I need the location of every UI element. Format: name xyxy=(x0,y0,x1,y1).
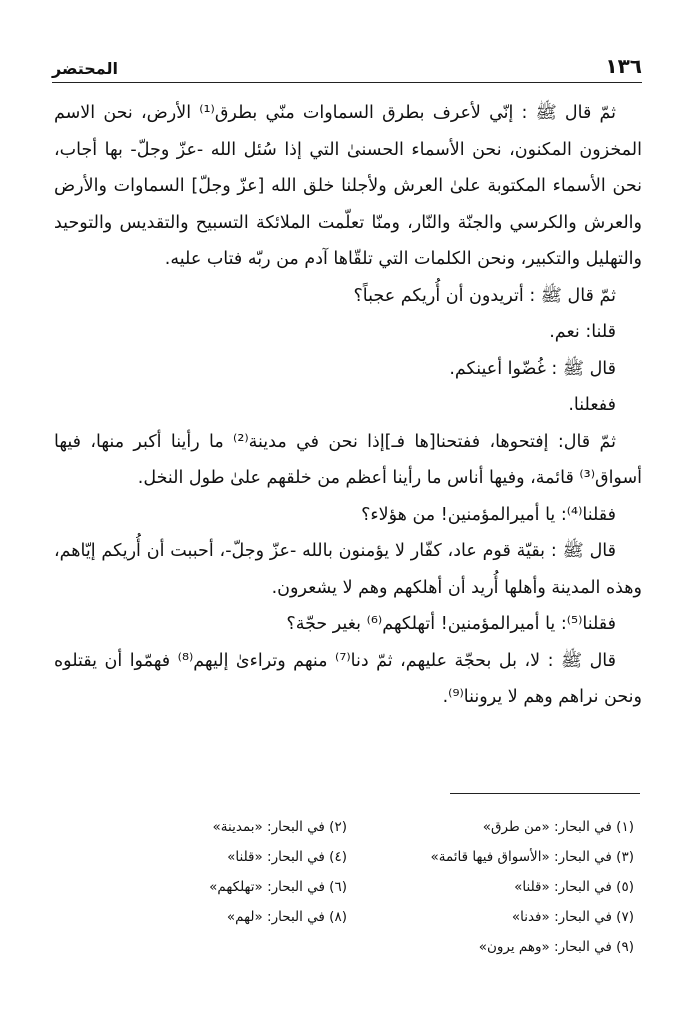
footnote: (٦) في البحار: «تهلكهم» xyxy=(209,879,347,895)
footnote: (٩) في البحار: «وهم يرون» xyxy=(478,939,634,955)
paragraph: ثمّ قال ﷺ : إنّي لأعرف بطرق السماوات منّي بطرق⁽¹⁾ الأرض، نحن الاسم المخزون المكنون، نحن الأسماء الحسنىٰ التي إذا سُئل الله -عزّ وجلّ- بها أجاب، نحن الأسماء المكتوبة علىٰ العرش ولأجلنا خلق الله [عزّ وجلّ] السماوات والأرض والعرش والكرسي والجنّة والنّار، ومنّا تعلّمت الملائكة التسبيح والتقديس والتوحيد والتهليل والتكبير، ونحن الكلمات التي تلقّاها آدم من ربّه فتاب عليه. xyxy=(54,103,642,269)
footnote: (٧) في البحار: «فدنا» xyxy=(511,909,634,925)
footnote: (١) في البحار: «من طرق» xyxy=(482,819,634,835)
paragraph: قال ﷺ : بقيّة قوم عاد، كفّار لا يؤمنون بالله -عزّ وجلّ-، أحببت أن أُريكم إيّاهم، وهذه المدينة وأهلها أُريد أن أهلكهم وهم لا يشعرون. xyxy=(54,541,642,598)
footnotes xyxy=(60,812,634,962)
paragraph: قال ﷺ : لا، بل بحجّة عليهم، ثمّ دنا⁽⁷⁾ منهم وتراءىٰ إليهم⁽⁸⁾ فهمّوا أن يقتلوه ونحن نراهم وهم لا يروننا⁽⁹⁾. xyxy=(54,650,642,707)
footnote-divider xyxy=(450,793,640,794)
footnote: (٤) في البحار: «قلنا» xyxy=(227,849,347,865)
paragraph: قال ﷺ : غُضّوا أعينكم. xyxy=(449,358,616,379)
footnote: (٨) في البحار: «لهم» xyxy=(226,909,347,925)
page-header xyxy=(52,44,642,83)
page-number: ١٣٦ xyxy=(605,54,642,78)
footnote: (٥) في البحار: «قلنا» xyxy=(514,879,634,895)
paragraph: ثمّ قال ﷺ : أتريدون أن أُريكم عجباً؟ xyxy=(353,285,616,306)
running-title: المحتضر xyxy=(52,59,118,78)
main-text xyxy=(54,95,642,716)
paragraph: ففعلنا. xyxy=(568,395,616,415)
paragraph: قلنا: نعم. xyxy=(549,322,616,342)
paragraph: فقلنا⁽⁴⁾: يا أميرالمؤمنين! من هؤلاء؟ xyxy=(361,504,616,525)
paragraph: ثمّ قال: إفتحوها، ففتحنا[ها فـ]إذا نحن في مدينة⁽²⁾ ما رأينا أكبر منها، فيها أسواق⁽³⁾ قائمة، وفيها أناس ما رأينا أعظم من خلقهم علىٰ طول النخل. xyxy=(54,431,642,488)
paragraph: فقلنا⁽⁵⁾: يا أميرالمؤمنين! أتهلكهم⁽⁶⁾ بغير حجّة؟ xyxy=(286,614,616,634)
footnote: (٢) في البحار: «بمدينة» xyxy=(212,819,347,835)
footnote: (٣) في البحار: «الأسواق فيها قائمة» xyxy=(430,849,634,865)
